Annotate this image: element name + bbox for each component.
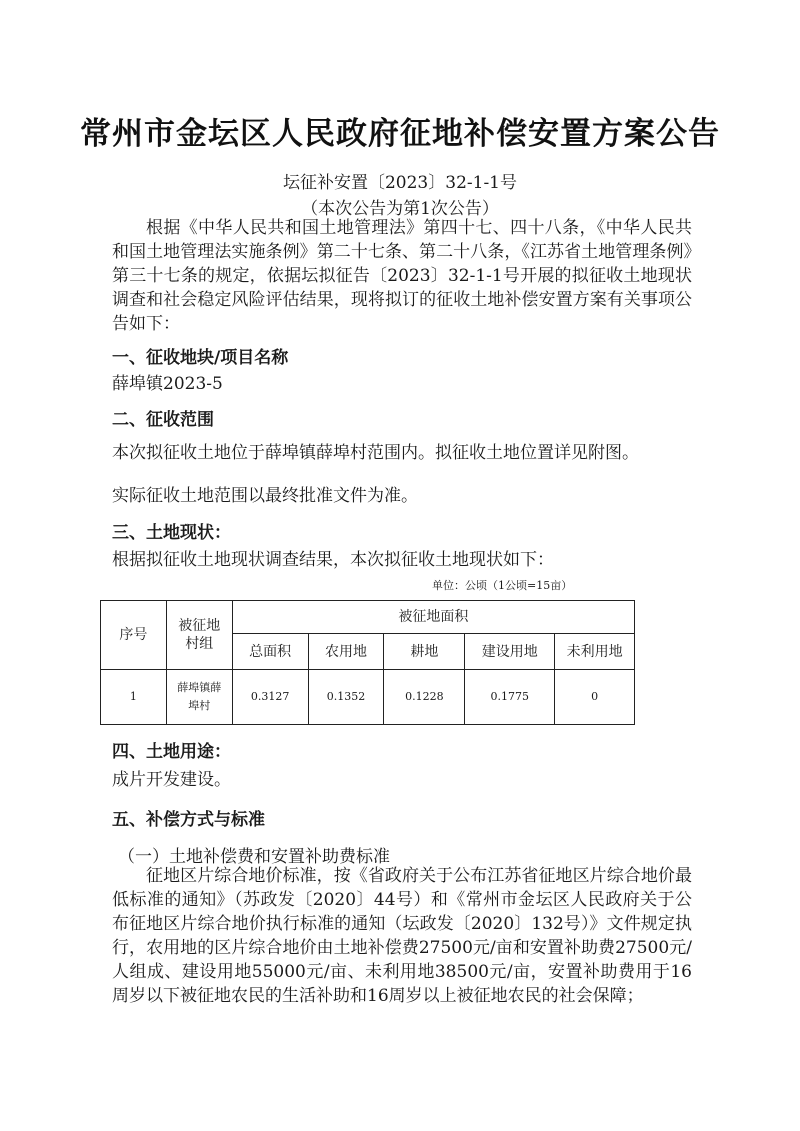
document-number: 坛征补安置〔2023〕32-1-1号 [282, 173, 517, 193]
section-3-text: 根据拟征收土地现状调查结果，本次拟征收土地现状如下： [112, 550, 554, 570]
section-4-heading: 四、土地用途： [112, 742, 231, 762]
table-row [101, 670, 635, 725]
header-seq: 序号 [101, 601, 167, 670]
header-village: 被征地村组 [166, 601, 232, 670]
section-2-heading: 二、征收范围 [112, 410, 214, 430]
cell-arable: 0.1228 [384, 670, 465, 725]
section-2-text-2: 实际征收土地范围以最终批准文件为准。 [112, 486, 418, 506]
header-agricultural: 农用地 [308, 634, 384, 670]
section-2-text-1: 本次拟征收土地位于薛埠镇薛埠村范围内。拟征收土地位置详见附图。 [112, 443, 639, 463]
header-total-area: 总面积 [232, 634, 308, 670]
intro-paragraph: 根据《中华人民共和国土地管理法》第四十七、四十八条，《中华人民共和国土地管理法实施条例》第二十七条、第二十八条，《江苏省土地管理条例》第三十七条的规定，依据坛拟征告〔2023〕32-1-1号开展的拟征收土地现状调查和社会稳定风险评估结果，现将拟订的征收土地补偿安置方案有关事项公告如下： [112, 218, 692, 334]
cell-seq: 1 [101, 670, 167, 725]
section-5-paragraph: 征地区片综合地价标准，按《省政府关于公布江苏省征地区片综合地价最低标准的通知》（苏政发〔2020〕44号）和《常州市金坛区人民政府关于公布征地区片综合地价执行标准的通知（坛政发〔2020〕132号）》文件规定执行，农用地的区片综合地价由土地补偿费27500元/亩和安置补助费27500元/人组成、建设用地55000元/亩、未利用地38500元/亩，安置补助费用于16周岁以下被征地农民的生活补助和16周岁以上被征地农民的社会保障； [112, 866, 692, 1006]
header-arable: 耕地 [384, 634, 465, 670]
section-5-subheading: （一）土地补偿费和安置补助费标准 [118, 847, 390, 867]
section-4-text: 成片开发建设。 [112, 770, 231, 790]
header-construction: 建设用地 [465, 634, 555, 670]
header-land-area: 被征地面积 [232, 601, 634, 634]
cell-total-area: 0.3127 [232, 670, 308, 725]
header-unused: 未利用地 [555, 634, 635, 670]
page-title: 常州市金坛区人民政府征地补偿安置方案公告 [80, 116, 720, 152]
cell-construction: 0.1775 [465, 670, 555, 725]
cell-unused: 0 [555, 670, 635, 725]
section-5-heading: 五、补偿方式与标准 [112, 810, 265, 830]
section-1-text: 薛埠镇2023-5 [112, 374, 223, 394]
cell-agricultural: 0.1352 [308, 670, 384, 725]
land-area-table [100, 600, 635, 725]
announcement-count: （本次公告为第1次公告） [301, 199, 499, 219]
table-unit-note: 单位：公顷（1公顷=15亩） [432, 579, 573, 592]
section-3-heading: 三、土地现状： [112, 523, 231, 543]
section-1-heading: 一、征收地块/项目名称 [112, 348, 289, 368]
cell-village: 薛埠镇薛埠村 [166, 670, 232, 725]
